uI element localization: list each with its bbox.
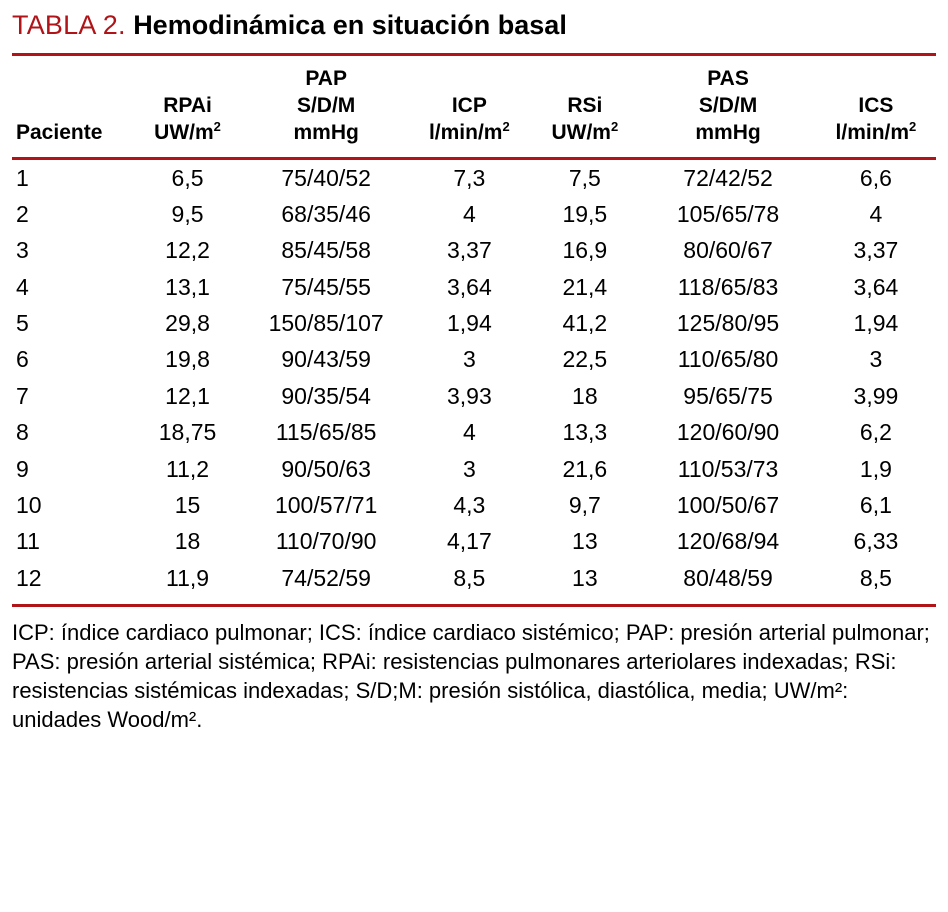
table-cell: 1,94 bbox=[446, 310, 492, 337]
table-cell: 13 bbox=[572, 564, 598, 591]
table-cell: 13,3 bbox=[562, 419, 608, 446]
cell-patient-id: 12 bbox=[16, 564, 42, 591]
table-cell: 19,8 bbox=[165, 346, 210, 373]
table-cell: 125/80/95 bbox=[676, 310, 780, 337]
column-header-icp: ICP $l/\min/m^2$ bbox=[409, 56, 529, 157]
table-cell: 120/60/90 bbox=[676, 419, 780, 446]
page-title bbox=[12, 0, 936, 53]
table-cell: 3,64 bbox=[853, 273, 899, 300]
table-cell: 4 bbox=[462, 419, 476, 446]
table-cell: 4 bbox=[869, 201, 883, 228]
table-cell: 115/65/85 bbox=[275, 419, 377, 446]
table-cell: 80/48/59 bbox=[683, 564, 773, 591]
spacer bbox=[12, 596, 936, 604]
column-header-paciente: Paciente bbox=[16, 120, 103, 144]
table-cell: 9,5 bbox=[171, 201, 204, 228]
table-cell: 85/45/58 bbox=[281, 237, 371, 264]
table-cell: 110/65/80 bbox=[677, 346, 779, 373]
column-header-rsi: RSi $UW/m^2$ bbox=[529, 56, 640, 157]
table-cell: 6,5 bbox=[171, 164, 204, 191]
cell-patient-id: 1 bbox=[16, 164, 29, 191]
table-cell: 118/65/83 bbox=[677, 273, 779, 300]
table-row bbox=[12, 414, 936, 450]
table-cell: 75/45/55 bbox=[281, 273, 371, 300]
column-header-ics: ICS $l/\min/m^2$ bbox=[816, 56, 936, 157]
table-row bbox=[12, 160, 936, 196]
table-cell: 3 bbox=[869, 346, 883, 373]
table-cell: 11,9 bbox=[166, 564, 210, 591]
table-cell: 6,1 bbox=[859, 491, 892, 518]
table-cell: 3,37 bbox=[853, 237, 899, 264]
cell-patient-id: 3 bbox=[16, 237, 29, 264]
table-cell: 3,99 bbox=[853, 382, 899, 409]
cell-patient-id: 4 bbox=[16, 273, 29, 300]
table-cell: 95/65/75 bbox=[683, 382, 773, 409]
table-cell: 68/35/46 bbox=[281, 201, 371, 228]
table-row bbox=[12, 560, 936, 596]
cell-patient-id: 2 bbox=[16, 201, 29, 228]
table-cell: 90/43/59 bbox=[281, 346, 371, 373]
column-header-pap: PAP S/D/M mmHg bbox=[293, 67, 359, 144]
cell-patient-id: 7 bbox=[16, 382, 29, 409]
table-cell: 105/65/78 bbox=[676, 201, 780, 228]
table-row bbox=[12, 232, 936, 268]
table-cell: 90/50/63 bbox=[281, 455, 371, 482]
table-cell: 110/53/73 bbox=[677, 455, 779, 482]
column-header-pas: PAS S/D/M mmHg bbox=[695, 67, 761, 144]
table-cell: 120/68/94 bbox=[676, 528, 780, 555]
column-header-rpai: RPAi $UW/m^2$ bbox=[132, 56, 243, 157]
table-cell: 3 bbox=[462, 455, 476, 482]
cell-patient-id: 11 bbox=[16, 528, 40, 555]
table-cell: 6,6 bbox=[859, 164, 892, 191]
table-cell: 22,5 bbox=[562, 346, 608, 373]
table-cell: 13,1 bbox=[165, 273, 210, 300]
table-number-label: TABLA 2. bbox=[12, 10, 126, 40]
table-cell: 90/35/54 bbox=[281, 382, 371, 409]
table-cell: 21,6 bbox=[562, 455, 608, 482]
table-cell: 6,2 bbox=[859, 419, 892, 446]
hemodynamics-table bbox=[12, 56, 936, 157]
cell-patient-id: 5 bbox=[16, 310, 29, 337]
table-row bbox=[12, 523, 936, 559]
table-cell: 3,93 bbox=[446, 382, 492, 409]
table-cell: 13 bbox=[572, 528, 598, 555]
cell-patient-id: 6 bbox=[16, 346, 29, 373]
table-cell: 3 bbox=[462, 346, 476, 373]
table-body bbox=[12, 160, 936, 596]
table-cell: 7,5 bbox=[568, 164, 601, 191]
table-cell: 6,33 bbox=[853, 528, 899, 555]
table-cell: 4,17 bbox=[446, 528, 492, 555]
cell-patient-id: 9 bbox=[16, 455, 29, 482]
table-cell: 4,3 bbox=[453, 491, 486, 518]
table-cell: 4 bbox=[462, 201, 476, 228]
table-cell: 19,5 bbox=[562, 201, 608, 228]
table-cell: 8,5 bbox=[453, 564, 486, 591]
table-cell: 41,2 bbox=[562, 310, 608, 337]
table-cell: 80/60/67 bbox=[683, 237, 773, 264]
table-cell: 18,75 bbox=[158, 419, 217, 446]
table-footnote bbox=[12, 607, 936, 734]
cell-patient-id: 8 bbox=[16, 419, 29, 446]
table-cell: 100/50/67 bbox=[676, 491, 780, 518]
table-cell: 29,8 bbox=[165, 310, 210, 337]
cell-patient-id: 10 bbox=[16, 491, 42, 518]
table-cell: 1,9 bbox=[859, 455, 892, 482]
table-cell: 12,1 bbox=[165, 382, 210, 409]
table-row bbox=[12, 269, 936, 305]
table-header-row bbox=[12, 56, 936, 157]
table-cell: 1,94 bbox=[853, 310, 899, 337]
table-row bbox=[12, 451, 936, 487]
table-cell: 18 bbox=[174, 528, 201, 555]
footnote-text: ICP: índice cardiaco pulmonar; ICS: índice cardiaco sistémico; PAP: presión arterial pulmonar; PAS: presión arterial sistémica; RPAi: resistencias pulmonares arteriolares indexadas; RSi: resistencias sistémicas indexadas; S/D;M: presión sistólica, diastólica, media; UW/m²: unidades Wood/m². bbox=[12, 619, 930, 733]
table-cell: 100/57/71 bbox=[274, 491, 378, 518]
table-row bbox=[12, 305, 936, 341]
unit-l-min-m2: $l/\min/m^2$ bbox=[835, 118, 917, 144]
table-cell: 9,7 bbox=[568, 491, 601, 518]
table-cell: 18 bbox=[572, 382, 598, 409]
table-cell: 15 bbox=[174, 491, 201, 518]
table-row bbox=[12, 341, 936, 377]
table-cell: 72/42/52 bbox=[683, 164, 773, 191]
unit-uw-m2: $UW/m^2$ bbox=[551, 118, 619, 144]
table-cell: 75/40/52 bbox=[281, 164, 371, 191]
table-row bbox=[12, 378, 936, 414]
table-cell: 11,2 bbox=[166, 455, 210, 482]
unit-uw-m2: $UW/m^2$ bbox=[154, 118, 221, 144]
table-cell: 8,5 bbox=[859, 564, 892, 591]
table-row bbox=[12, 196, 936, 232]
table-cell: 7,3 bbox=[453, 164, 486, 191]
table-cell: 21,4 bbox=[562, 273, 608, 300]
table-cell: 16,9 bbox=[562, 237, 608, 264]
unit-l-min-m2: $l/\min/m^2$ bbox=[428, 118, 510, 144]
table-cell: 74/52/59 bbox=[281, 564, 371, 591]
table-cell: 110/70/90 bbox=[275, 528, 377, 555]
table-cell: 3,37 bbox=[446, 237, 492, 264]
table-row bbox=[12, 487, 936, 523]
table-title-text: Hemodinámica en situación basal bbox=[133, 10, 567, 40]
table-cell: 12,2 bbox=[165, 237, 210, 264]
table-cell: 3,64 bbox=[446, 273, 492, 300]
table-cell: 150/85/107 bbox=[268, 310, 384, 337]
hemodynamics-table-body bbox=[12, 160, 936, 596]
